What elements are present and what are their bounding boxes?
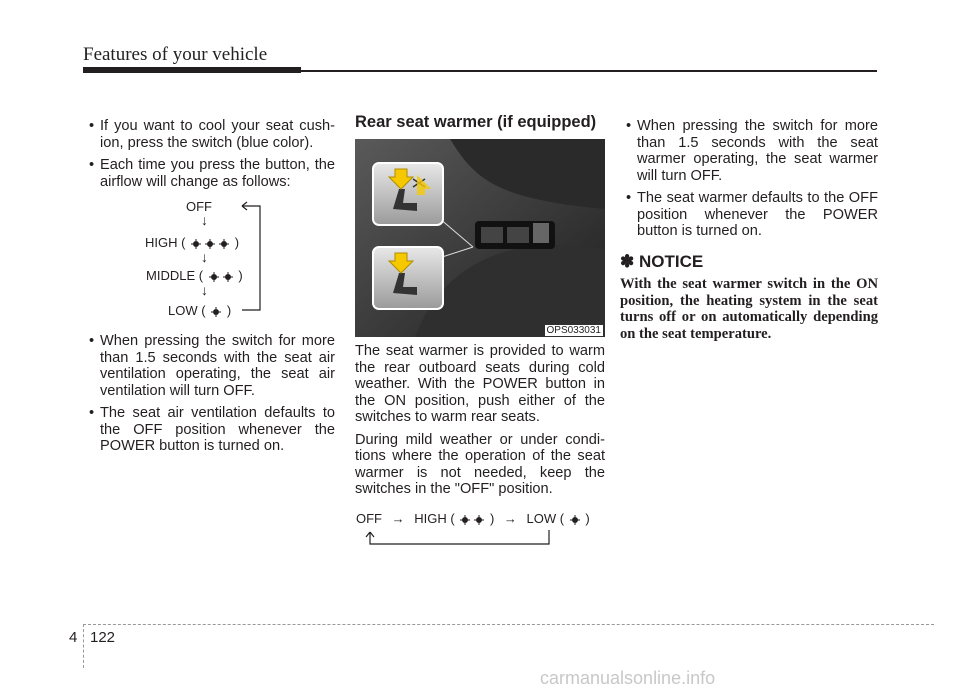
right-arrow-icon: → — [503, 511, 517, 526]
low-label: LOW ( — [526, 511, 565, 526]
footer-divider — [83, 624, 84, 668]
bullet-item: • Each time you press the button, the airflow will change as follows: — [83, 157, 335, 190]
photo-caption: OPS033031 — [546, 325, 601, 336]
return-arrow-icon — [364, 530, 554, 550]
high-label: HIGH ( — [414, 511, 455, 526]
bullet-item: • If you want to cool your seat cush- ion, press the switch (blue color). — [83, 118, 335, 151]
left-column-top — [83, 118, 335, 196]
seat-heat-icon — [570, 515, 580, 525]
seat-fan-icon — [191, 239, 201, 249]
down-arrow-icon: ↓ — [201, 282, 208, 298]
close-paren: ) — [585, 511, 590, 526]
bullet-item: • The seat air ventilation defaults to the OFF position whenever the POWER button is turned on. — [83, 405, 335, 455]
off-label: OFF — [356, 511, 382, 526]
cycle-off-label: OFF — [186, 199, 212, 214]
paragraph: The seat warmer is provided to warm the rear outboard seats during cold weather. With the POWER button in the ON position, push either of the switches to warm rear seats. — [355, 343, 605, 425]
seat-fan-icon — [219, 239, 229, 249]
header-rule-thin — [301, 70, 877, 72]
notice-title: ✽ NOTICE — [620, 252, 704, 271]
down-arrow-icon: ↓ — [201, 212, 208, 228]
bullet-item: • When pressing the switch for more than 1.5 seconds with the seat warmer operating, the seat warmer will turn OFF. — [620, 118, 878, 184]
right-arrow-icon: → — [391, 511, 405, 526]
header-rule-thick — [83, 67, 301, 73]
bullet-item: • The seat warmer defaults to the OFF position whenever the POWER button is turned on. — [620, 190, 878, 240]
seat-heat-icon — [474, 515, 484, 525]
high-label: HIGH ( — [145, 235, 186, 250]
middle-label: MIDDLE ( — [146, 268, 204, 283]
cycle-middle-label — [146, 269, 243, 282]
seat-fan-icon — [209, 272, 219, 282]
notice-body: With the seat warmer switch in the ON position, the heating system in the seat turns off or on automatically depending on the seat temperature. — [620, 276, 878, 342]
low-label: LOW ( — [168, 303, 206, 318]
footer-rule — [83, 624, 934, 625]
seat-fan-icon — [223, 272, 233, 282]
seat-fan-icon — [205, 239, 215, 249]
bullet-item: • When pressing the switch for more than 1.5 seconds with the seat air ventilation operating, the seat air ventilation will turn OFF. — [83, 333, 335, 399]
rear-seat-warmer-photo — [355, 139, 605, 337]
down-arrow-icon: ↓ — [201, 249, 208, 265]
chapter-number: 4 — [69, 629, 78, 646]
middle-column-text — [355, 343, 605, 498]
paragraph: During mild weather or under condi- tions where the operation of the seat warmer is not needed, keep the switches in the "OFF" position. — [355, 431, 605, 497]
return-arrow-icon — [238, 198, 268, 314]
page-header-title: Features of your vehicle — [83, 44, 268, 65]
door-panel-illustration — [355, 139, 605, 337]
left-column-bottom — [83, 333, 335, 461]
watermark: carmanualsonline.info — [540, 668, 716, 688]
page-number: 122 — [90, 629, 116, 646]
right-column-bullets — [620, 118, 878, 246]
close-paren: ) — [238, 268, 243, 283]
close-paren: ) — [226, 303, 232, 318]
warmer-cycle-line — [356, 512, 590, 525]
section-title: Rear seat warmer (if equipped) — [355, 113, 597, 131]
seat-heat-icon — [460, 515, 470, 525]
close-paren: ) — [489, 511, 495, 526]
close-paren: ) — [234, 235, 240, 250]
cycle-high-label — [145, 236, 239, 249]
cycle-low-label — [168, 304, 231, 317]
seat-fan-icon — [211, 307, 221, 317]
